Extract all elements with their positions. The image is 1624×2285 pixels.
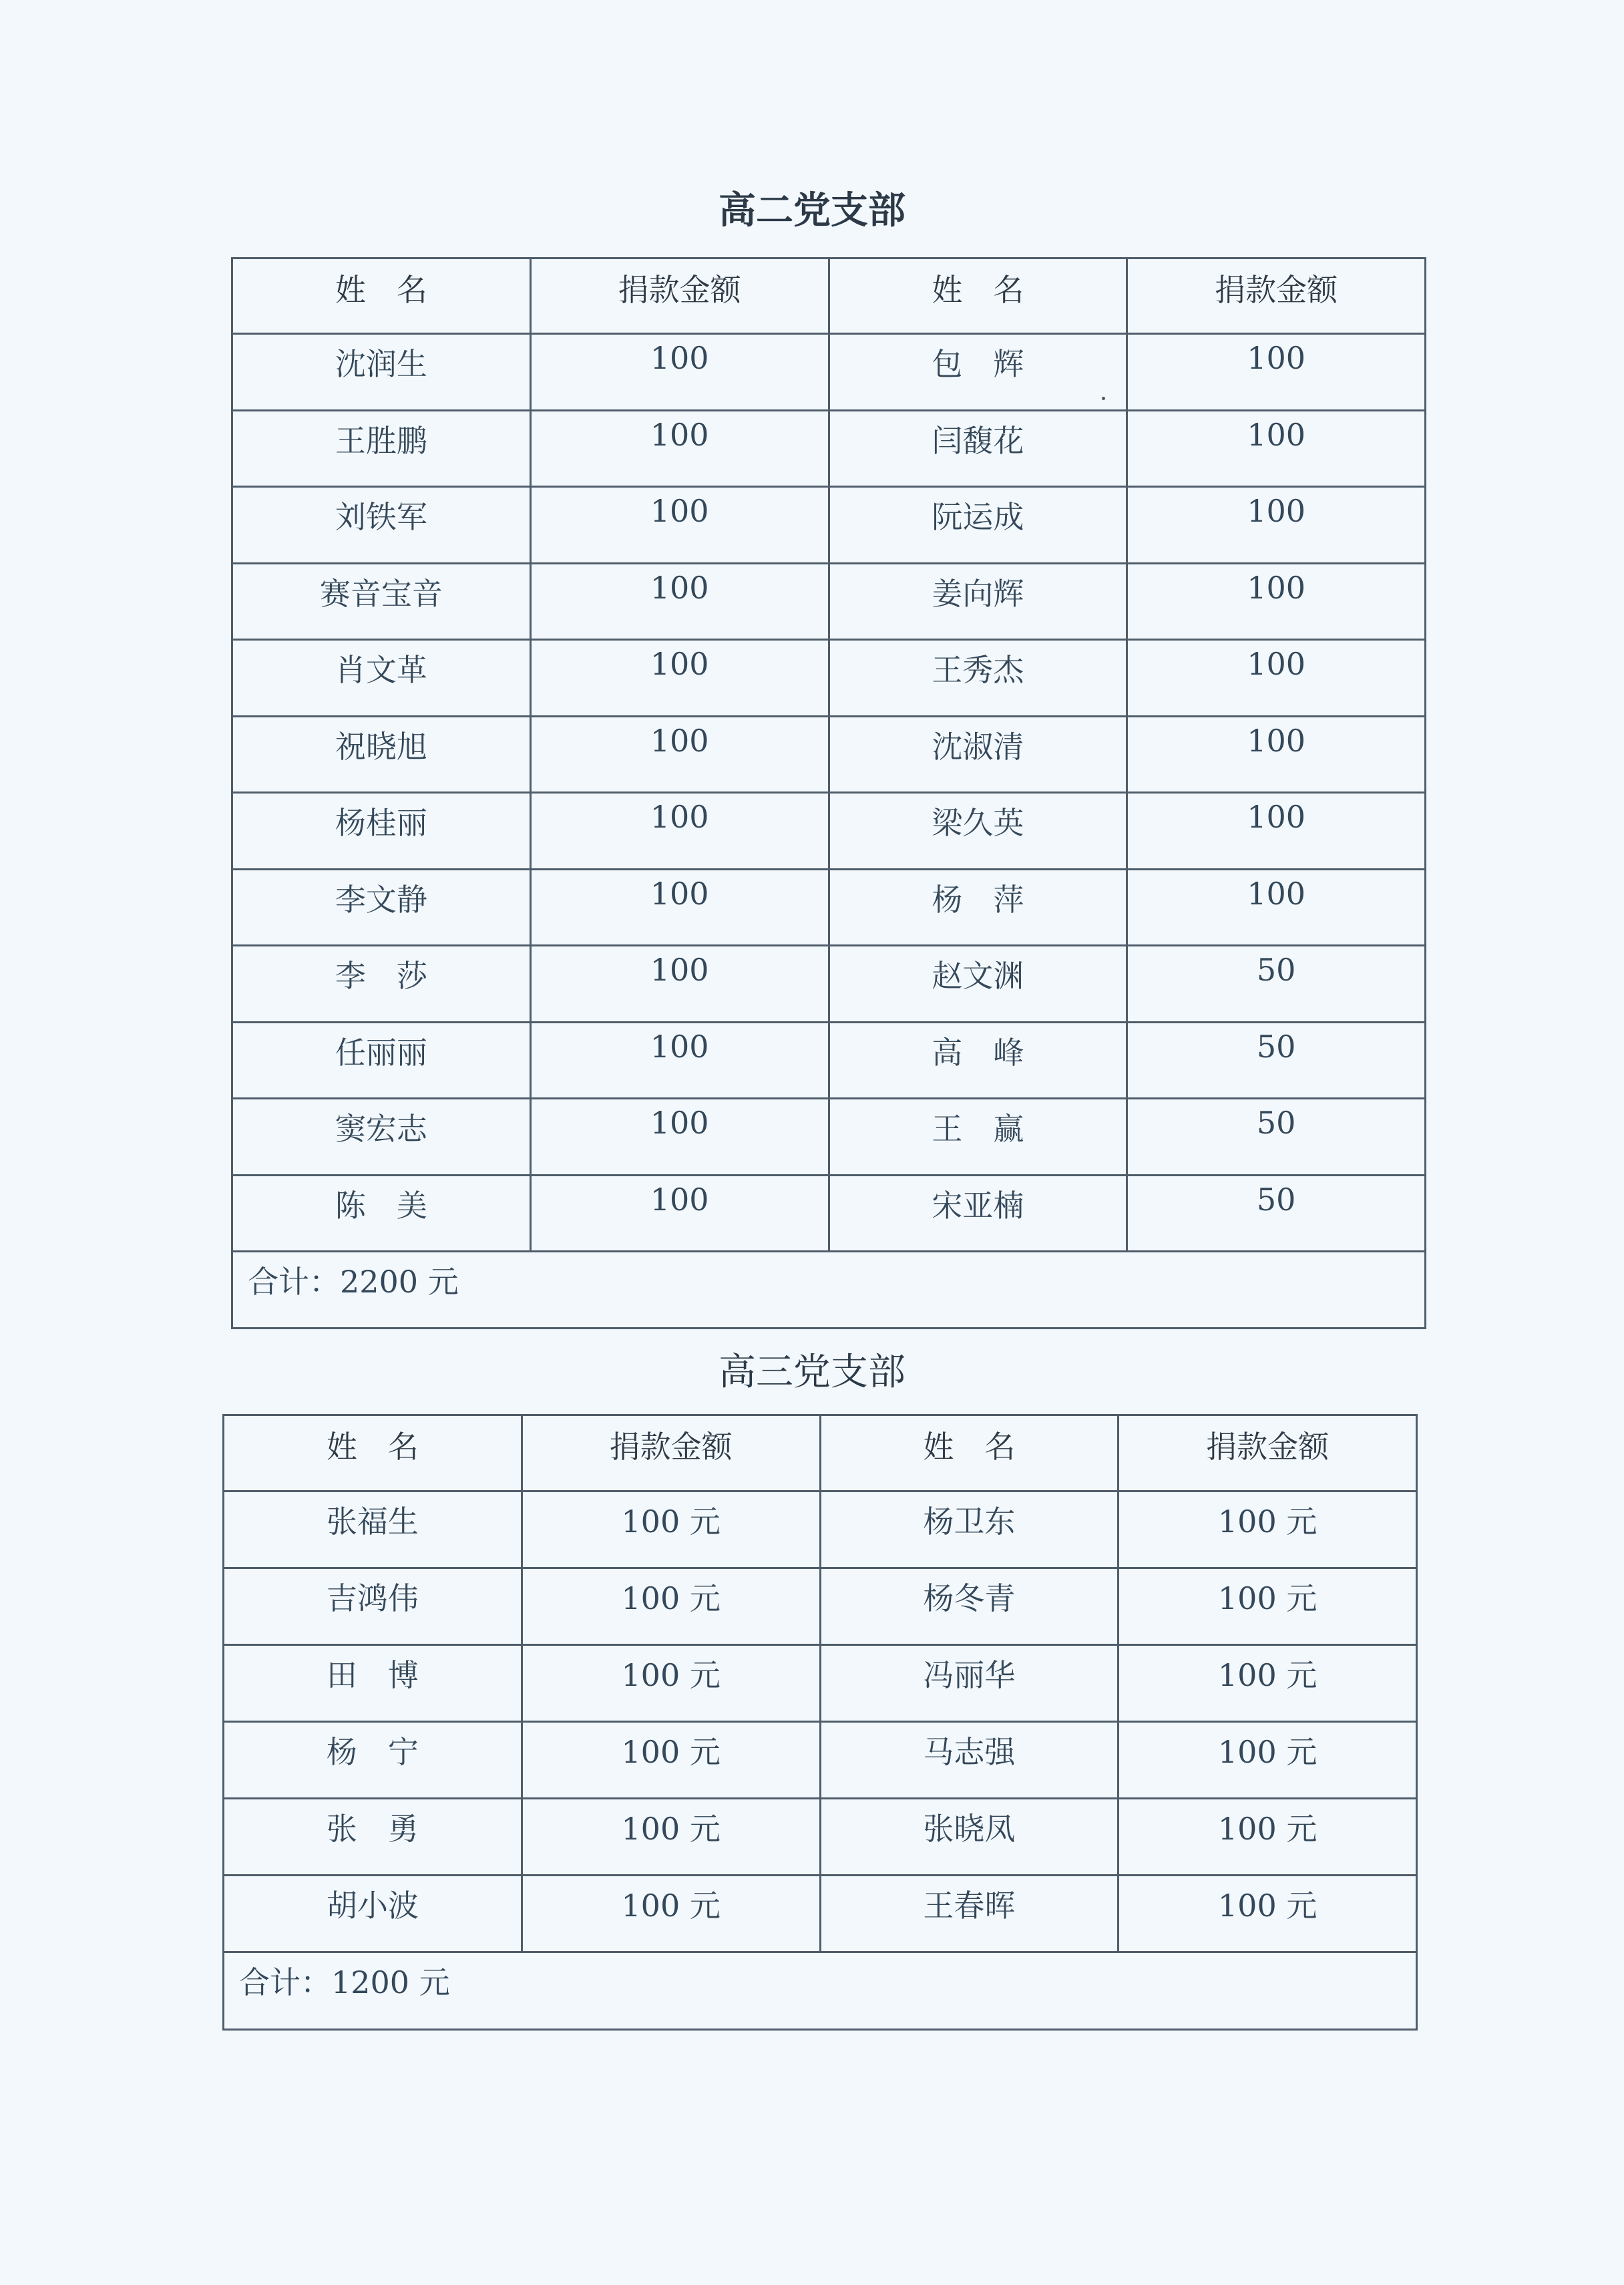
donation-amount: 100 [1127,869,1426,946]
donation-amount: 100 [1127,563,1426,640]
donation-amount: 100 [530,869,829,946]
table-row [224,1568,1417,1645]
donor-name: 包 辉 [829,334,1127,411]
donor-name: 冯丽华 [820,1645,1119,1722]
column-header-name: 姓 名 [829,258,1127,334]
donor-name: 窦宏志 [232,1099,531,1176]
donation-amount: 100 元 [522,1491,820,1568]
donation-table-grade2 [231,257,1426,1329]
section-title-grade2: 高二党支部 [719,188,905,232]
donation-amount: 100 [530,640,829,717]
table-header-row [224,1415,1417,1491]
donation-amount: 100 元 [522,1799,820,1876]
donation-amount: 100 [530,1175,829,1252]
donation-amount: 100 [530,1022,829,1099]
table-row [232,334,1426,411]
total-row [224,1952,1417,2030]
donation-amount: 100 [530,487,829,564]
table-row [232,1175,1426,1252]
donor-name: 杨桂丽 [232,793,531,870]
column-header-amount: 捐款金额 [1119,1415,1417,1491]
donation-amount: 100 [530,716,829,793]
donation-amount: 100 [530,563,829,640]
table-header-row [232,258,1426,334]
donation-amount: 50 [1127,946,1426,1023]
donor-name: 任丽丽 [232,1022,531,1099]
donor-name: 王胜鹏 [232,410,531,487]
donation-amount: 100 [530,793,829,870]
donor-name: 梁久英 [829,793,1127,870]
donor-name: 杨 宁 [224,1722,522,1799]
table-row [232,869,1426,946]
table-row [232,946,1426,1023]
donor-name: 沈润生 [232,334,531,411]
donation-amount: 100 元 [1119,1799,1417,1876]
donor-name: 闫馥花 [829,410,1127,487]
table-row [232,640,1426,717]
column-header-name: 姓 名 [820,1415,1119,1491]
donation-amount: 100 元 [1119,1568,1417,1645]
table-row [232,487,1426,564]
donation-amount: 100 元 [1119,1645,1417,1722]
section-title-grade3: 高三党支部 [719,1351,905,1394]
donation-amount: 100 [1127,410,1426,487]
donation-amount: 100 元 [1119,1876,1417,1952]
table-row [224,1491,1417,1568]
donation-amount: 100 [530,946,829,1023]
total-amount: 合计：1200 元 [224,1952,1417,2030]
table-row [224,1876,1417,1952]
donation-amount: 100 [530,334,829,411]
donor-name: 李文静 [232,869,531,946]
table-row [232,1099,1426,1176]
donor-name: 沈淑清 [829,716,1127,793]
donor-name: 阮运成 [829,487,1127,564]
donor-name: 李 莎 [232,946,531,1023]
donor-name: 田 博 [224,1645,522,1722]
donor-name: 刘铁军 [232,487,531,564]
total-amount: 合计：2200 元 [232,1252,1426,1329]
column-header-amount: 捐款金额 [530,258,829,334]
donation-amount: 100 [1127,716,1426,793]
donor-name: 王春晖 [820,1876,1119,1952]
column-header-amount: 捐款金额 [522,1415,820,1491]
donation-amount: 100 元 [522,1722,820,1799]
donor-name: 陈 美 [232,1175,531,1252]
table-row [224,1799,1417,1876]
donation-amount: 100 元 [1119,1491,1417,1568]
table-row [232,410,1426,487]
donor-name: 王 赢 [829,1099,1127,1176]
donor-name: 张 勇 [224,1799,522,1876]
donor-name: 张福生 [224,1491,522,1568]
column-header-name: 姓 名 [224,1415,522,1491]
total-row [232,1252,1426,1329]
donation-amount: 100 [1127,487,1426,564]
table-row [232,793,1426,870]
column-header-name: 姓 名 [232,258,531,334]
table-row [224,1722,1417,1799]
table-row [232,1022,1426,1099]
table-row [224,1645,1417,1722]
donation-table-grade3 [222,1414,1418,2031]
donor-name: 杨 萍 [829,869,1127,946]
donor-name: 宋亚楠 [829,1175,1127,1252]
donor-name: 马志强 [820,1722,1119,1799]
donor-name: 赵文渊 [829,946,1127,1023]
donor-name: 杨冬青 [820,1568,1119,1645]
donation-amount: 100 元 [522,1568,820,1645]
donor-name: 肖文革 [232,640,531,717]
scan-speck [1102,397,1105,400]
donor-name: 吉鸿伟 [224,1568,522,1645]
donation-amount: 100 [1127,334,1426,411]
donation-amount: 100 [1127,640,1426,717]
donor-name: 高 峰 [829,1022,1127,1099]
donation-amount: 100 元 [522,1876,820,1952]
donation-amount: 100 [1127,793,1426,870]
donation-amount: 100 元 [1119,1722,1417,1799]
donor-name: 王秀杰 [829,640,1127,717]
donor-name: 姜向辉 [829,563,1127,640]
column-header-amount: 捐款金额 [1127,258,1426,334]
table-row [232,716,1426,793]
donor-name: 胡小波 [224,1876,522,1952]
donor-name: 杨卫东 [820,1491,1119,1568]
donation-amount: 50 [1127,1022,1426,1099]
donation-amount: 50 [1127,1175,1426,1252]
donor-name: 赛音宝音 [232,563,531,640]
table-row [232,563,1426,640]
donation-amount: 100 元 [522,1645,820,1722]
donor-name: 祝晓旭 [232,716,531,793]
donation-amount: 100 [530,1099,829,1176]
donor-name: 张晓凤 [820,1799,1119,1876]
donation-amount: 50 [1127,1099,1426,1176]
donation-amount: 100 [530,410,829,487]
